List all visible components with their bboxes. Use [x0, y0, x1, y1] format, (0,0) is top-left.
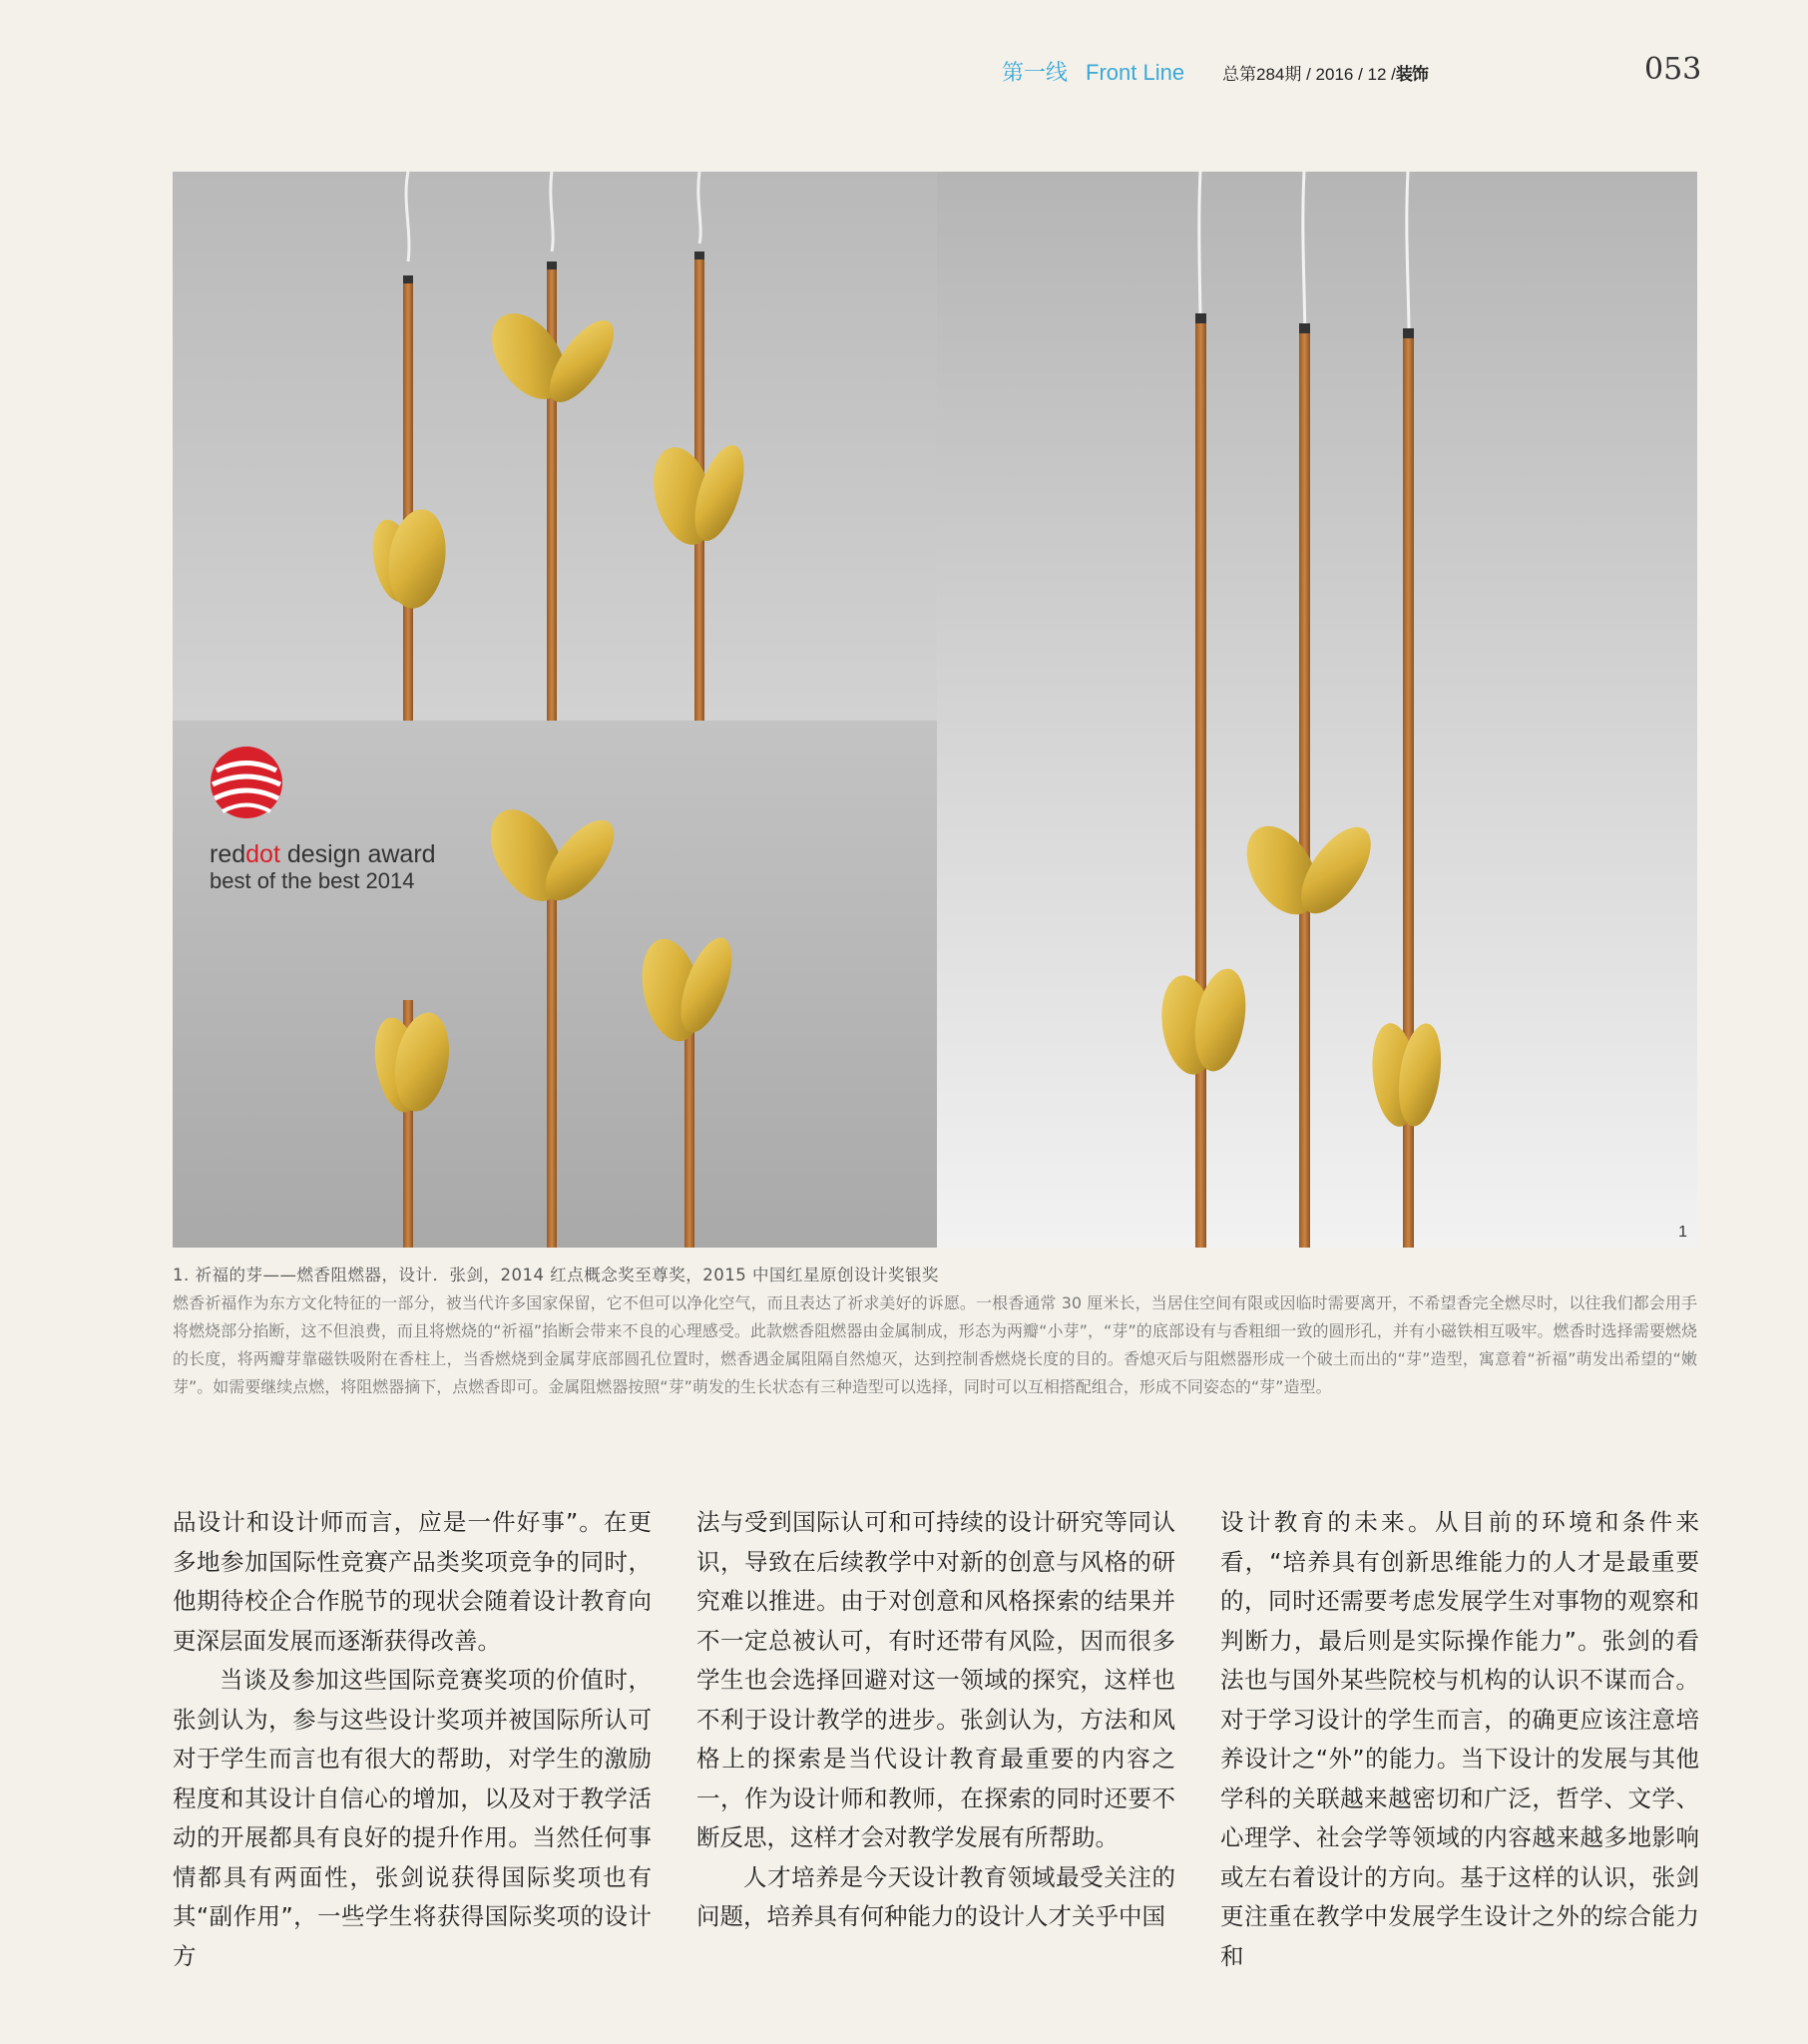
- section-label: [1002, 56, 1184, 87]
- product-photo-svg: [173, 172, 1697, 1248]
- paragraph: 设计教育的未来。从目前的环境和条件来看，“培养具有创新思维能力的人才是最重要的，同时还需要考虑发展学生对事物的观察和判断力，最后则是实际操作能力”。张剑的看法也与国外某些院校与机构的认识不谋而合。对于学习设计的学生而言，的确更应该注意培养设计之“外”的能力。当下设计的发展与其他学科的关联越来越密切和广泛，哲学、文学、心理学、社会学等领域的内容越来越多地影响或左右着设计的方向。基于这样的认识，张剑更注重在教学中发展学生设计之外的综合能力和: [1220, 1508, 1699, 1970]
- section-cn: 第一线: [1002, 61, 1069, 86]
- column-2: [696, 1503, 1175, 1937]
- incense-stick: [1299, 172, 1310, 1248]
- reddot-logo: [211, 747, 282, 818]
- award-design: design award: [279, 840, 436, 868]
- incense-stick: [694, 172, 704, 721]
- award-title: [210, 840, 436, 868]
- column-3: [1220, 1503, 1699, 1976]
- column-1: [173, 1503, 652, 1976]
- paragraph: 人才培养是今天设计教育领域最受关注的问题，培养具有何种能力的设计人才关乎中国: [696, 1862, 1175, 1930]
- paragraph: 法与受到国际认可和可持续的设计研究等同认识，导致在后续教学中对新的创意与风格的研究难以推进。由于对创意和风格探索的结果并不一定总被认可，有时还带有风险，因而很多学生也会选择回避对这一领域的探究，这样也不利于设计教学的进步。张剑认为，方法和风格上的探索是当代设计教育最重要的内容之一，作为设计师和教师，在探索的同时还要不断反思，这样才会对教学发展有所帮助。: [696, 1508, 1175, 1851]
- award-text: [210, 840, 436, 894]
- page-number: 053: [1644, 52, 1702, 87]
- caption-body: 燃香祈福作为东方文化特征的一部分，被当代许多国家保留，它不但可以净化空气，而且表达了祈求美好的诉愿。一根香通常 30 厘米长，当居住空间有限或因临时需要离开，不希望香完全燃尽时，以往我们都会用手将燃烧部分掐断，这不但浪费，而且将燃烧的“祈福”掐断会带来不良的心理感受。此款燃香阻燃器由金属制成，形态为两瓣“小芽”，“芽”的底部设有与香粗细一致的圆形孔，并有小磁铁相互吸牢。燃香时选择需要燃烧的长度，将两瓣芽靠磁铁吸附在香柱上，当香燃烧到金属芽底部圆孔位置时，燃香遇金属阻隔自然熄灭，达到控制香燃烧长度的目的。香熄灭后与阻燃器形成一个破土而出的“芽”造型，寓意着“祈福”萌发出希望的“嫩芽”。如需要继续点燃，将阻燃器摘下，点燃香即可。金属阻燃器按照“芽”萌发的生长状态有三种造型可以选择，同时可以互相搭配组合，形成不同姿态的“芽”造型。: [173, 1293, 1697, 1396]
- figure-caption: [173, 1262, 1697, 1401]
- award-dot: dot: [245, 840, 280, 868]
- award-subtitle: best of the best 2014: [210, 868, 415, 893]
- page-header: [0, 52, 1808, 92]
- incense-stick: [1195, 172, 1206, 1248]
- section-en: Front Line: [1086, 60, 1185, 85]
- product-photo: [173, 172, 1697, 1248]
- incense-stick: [547, 890, 557, 1248]
- figure-number: 1: [1678, 1224, 1687, 1241]
- award-red: red: [210, 840, 246, 868]
- paragraph: 品设计和设计师而言，应是一件好事”。在更多地参加国际性竞赛产品类奖项竞争的同时，他期待校企合作脱节的现状会随着设计教育向更深层面发展而逐渐获得改善。: [173, 1508, 652, 1655]
- issue-prefix: 总第284期 / 2016 / 12 /: [1222, 65, 1396, 84]
- magazine-logo: 装饰: [1395, 65, 1428, 84]
- issue-info: [1222, 60, 1428, 85]
- paragraph: 当谈及参加这些国际竞赛奖项的价值时，张剑认为，参与这些设计奖项并被国际所认可对于学生而言也有很大的帮助，对学生的激励程度和其设计自信心的增加，以及对于教学活动的开展都具有良好的提升作用。当然任何事情都具有两面性，张剑说获得国际奖项也有其“副作用”，一些学生将获得国际奖项的设计方: [173, 1666, 652, 1970]
- caption-title: 1. 祈福的芽——燃香阻燃器，设计．张剑，2014 红点概念奖至尊奖，2015 中国红星原创设计奖银奖: [173, 1266, 939, 1284]
